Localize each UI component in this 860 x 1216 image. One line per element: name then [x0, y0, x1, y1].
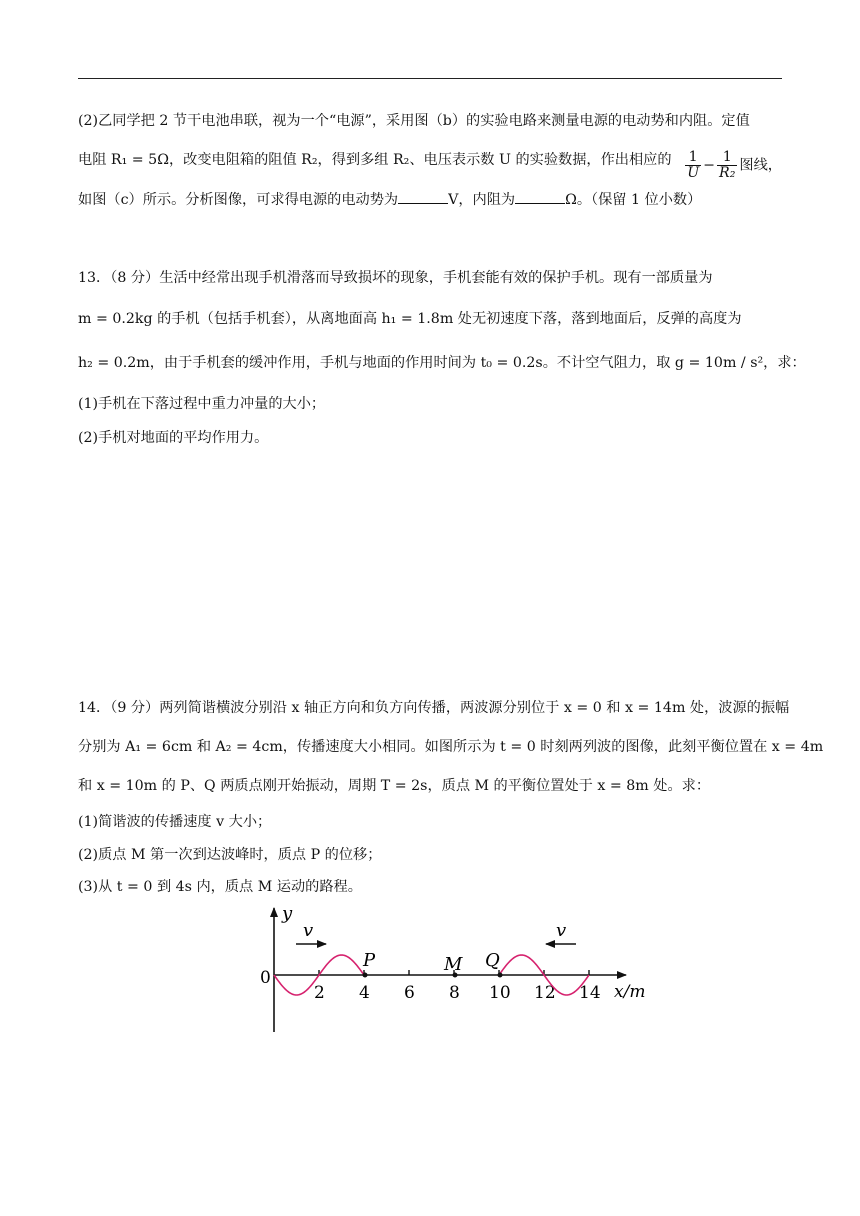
q12-line-3-text-a: 如图（c）所示。分析图像，可求得电源的电动势为 [78, 192, 399, 208]
point-q-marker [498, 973, 503, 978]
q13-line-3: h₂ = 0.2m，由于手机套的缓冲作用，手机与地面的作用时间为 t₀ = 0.2s。不计空气阻力，取 g = 10m / s²，求： [78, 355, 806, 371]
point-q-label: Q [485, 950, 500, 971]
x-tick-label-12: 12 [534, 983, 556, 1003]
wave-figure [240, 900, 650, 1040]
q14-subquestion-2: (2)质点 M 第一次到达波峰时，质点 P 的位移； [78, 847, 382, 863]
q12-line-3 [78, 190, 782, 210]
fraction-1-numerator: 1 [685, 150, 701, 166]
q14-subquestion-1: (1)简谐波的传播速度 v 大小； [78, 814, 272, 830]
origin-label: 0 [260, 968, 271, 988]
fraction-1-over-u [685, 150, 701, 181]
velocity-label-left: v [303, 920, 314, 941]
x-tick-label-6: 6 [404, 983, 415, 1003]
x-tick-label-4: 4 [359, 983, 370, 1003]
q12-line-2-text: 电阻 R₁ = 5Ω，改变电阻箱的阻值 R₂，得到多组 R₂、电压表示数 U 的实验数据，作出相应的 [78, 152, 672, 168]
header-rule [78, 78, 782, 79]
x-tick-label-10: 10 [489, 983, 511, 1003]
point-p-label: P [363, 950, 376, 971]
q14-subquestion-3: (3)从 t = 0 到 4s 内，质点 M 运动的路程。 [78, 879, 362, 895]
y-axis-label: y [282, 903, 293, 924]
fraction-2-denominator: R₂ [719, 165, 736, 181]
minus-sign: − [703, 157, 716, 174]
q12-line-2-end: 图线， [739, 157, 782, 174]
resistance-answer-blank[interactable] [515, 191, 565, 204]
q14-line-2: 分别为 A₁ = 6cm 和 A₂ = 4cm，传播速度大小相同。如图所示为 t = 0 时刻两列波的图像，此刻平衡位置在 x = 4m [78, 739, 824, 755]
q12-line-3-text-b: V，内阻为 [448, 192, 516, 208]
q12-fraction-expression [683, 150, 782, 181]
velocity-label-right: v [556, 920, 567, 941]
q13-line-2: m = 0.2kg 的手机（包括手机套），从离地面高 h₁ = 1.8m 处无初速度下落，落到地面后，反弹的高度为 [78, 311, 742, 327]
x-axis-label: x/m [614, 982, 646, 1002]
x-tick-label-2: 2 [314, 983, 325, 1003]
emf-answer-blank[interactable] [398, 191, 448, 204]
q13-line-1: 13．（8 分）生活中经常出现手机滑落而导致损坏的现象，手机套能有效的保护手机。现有一部质量为 [78, 270, 713, 286]
fraction-1-over-r2 [717, 150, 737, 181]
point-m-label: M [444, 954, 463, 975]
q13-subquestion-1: (1)手机在下落过程中重力冲量的大小； [78, 396, 326, 412]
q13-subquestion-2: (2)手机对地面的平均作用力。 [78, 430, 269, 446]
q14-line-1: 14．（9 分）两列简谐横波分别沿 x 轴正方向和负方向传播，两波源分别位于 x = 0 和 x = 14m 处，波源的振幅 [78, 700, 790, 716]
point-p-marker [363, 973, 368, 978]
q12-line-3-text-c: Ω。（保留 1 位小数） [565, 192, 702, 208]
fraction-1-denominator: U [687, 165, 700, 181]
q12-line-1: (2)乙同学把 2 节干电池串联，视为一个“电源”，采用图（b）的实验电路来测量电源的电动势和内阻。定值 [78, 113, 750, 129]
q12-line-2 [78, 150, 782, 181]
x-tick-label-8: 8 [449, 983, 460, 1003]
fraction-2-numerator: 1 [717, 150, 737, 166]
x-tick-label-14: 14 [579, 983, 601, 1003]
q14-line-3: 和 x = 10m 的 P、Q 两质点刚开始振动，周期 T = 2s，质点 M 的平衡位置处于 x = 8m 处。求： [78, 778, 711, 794]
